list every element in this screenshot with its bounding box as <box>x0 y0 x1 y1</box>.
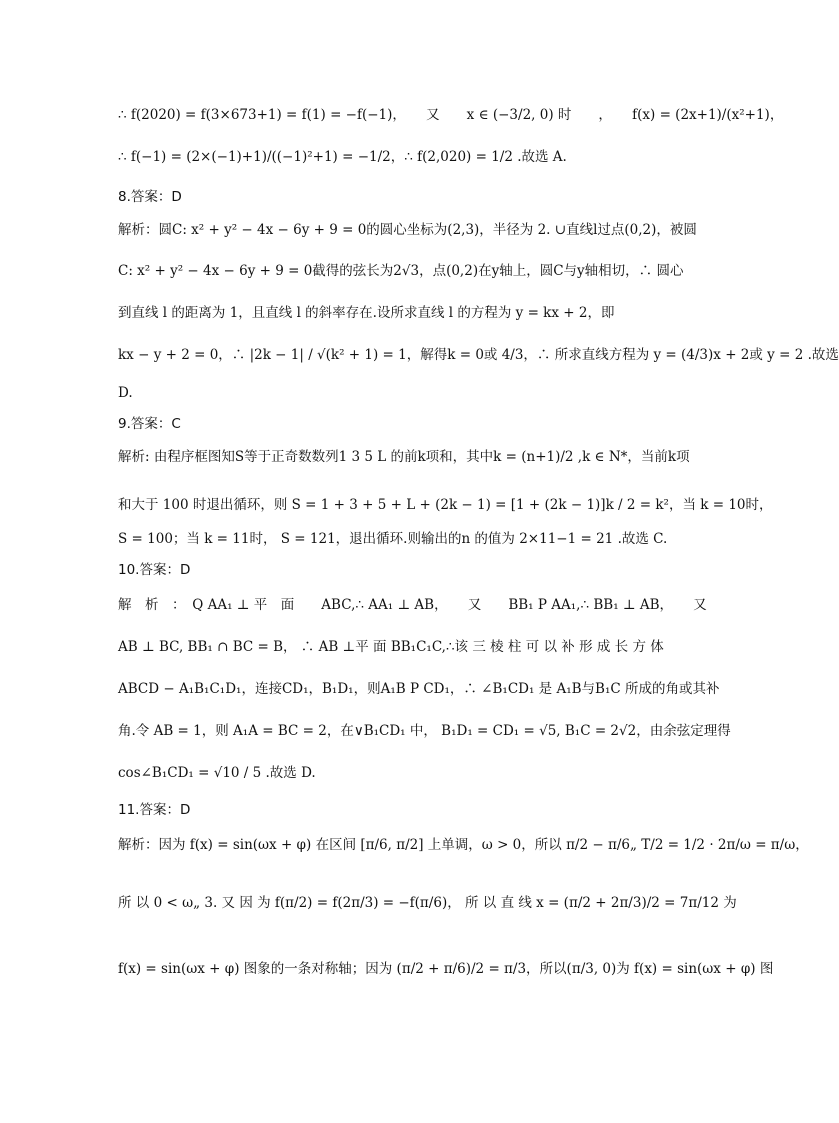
q9-line-2: 和大于 100 时退出循环，则 S = 1 + 3 + 5 + L + (2k − 1) = [1 + (2k − 1)]k / 2 = k²，当 k = 10时， <box>118 497 773 513</box>
q8-line-1: 解析：圆C: x² + y² − 4x − 6y + 9 = 0的圆心坐标为(2,3)，半径为 2. ∪直线l过点(0,2)，被圆 <box>118 222 697 238</box>
q8-answer: 8.答案：D <box>118 189 182 205</box>
q11-line-1: 解析：因为 f(x) = sin(ωx + φ) 在区间 [π/6, π/2] 上单调，ω > 0，所以 π/2 − π/6„ T/2 = 1/2 · 2π/ω = π/ω， <box>118 837 809 853</box>
q10-line-2: AB ⊥ BC, BB₁ ∩ BC = B， ∴ AB ⊥平 面 BB₁C₁C,∴该 三 棱 柱 可 以 补 形 成 长 方 体 <box>118 639 664 655</box>
q10-answer: 10.答案：D <box>118 562 191 578</box>
q11-line-2: 所 以 0 < ω„ 3. 又 因 为 f(π/2) = f(2π/3) = −f(π/6)， 所 以 直 线 x = (π/2 + 2π/3)/2 = 7π/12 为 <box>118 895 737 911</box>
q10-line-4: 角.令 AB = 1，则 A₁A = BC = 2，在∨B₁CD₁ 中， B₁D₁ = CD₁ = √5, B₁C = 2√2，由余弦定理得 <box>118 723 731 739</box>
q11-line-3: f(x) = sin(ωx + φ) 图象的一条对称轴；因为 (π/2 + π/6)/2 = π/3，所以(π/3, 0)为 f(x) = sin(ωx + φ) 图 <box>118 961 774 977</box>
q7-line-1: ∴ f(2020) = f(3×673+1) = f(1) = −f(−1)， 又 x ∈ (−3/2, 0) 时 ， f(x) = (2x+1)/(x²+1)， <box>118 107 784 123</box>
q7-line-2: ∴ f(−1) = (2×(−1)+1)/((−1)²+1) = −1/2，∴ f(2,020) = 1/2 .故选 A. <box>118 149 567 165</box>
q9-line-3: S = 100；当 k = 11时， S = 121，退出循环.则输出的n 的值为 2×11−1 = 21 .故选 C. <box>118 531 668 547</box>
q10-line-1: 解 析 ： Q AA₁ ⊥ 平 面 ABC,∴ AA₁ ⊥ AB， 又 BB₁ P AA₁,∴ BB₁ ⊥ AB， 又 <box>118 597 707 613</box>
q11-answer: 11.答案：D <box>118 802 191 818</box>
q8-line-3: 到直线 l 的距离为 1，且直线 l 的斜率存在.设所求直线 l 的方程为 y = kx + 2，即 <box>118 305 615 321</box>
q8-line-4: kx − y + 2 = 0，∴ |2k − 1| / √(k² + 1) = 1，解得k = 0或 4/3，∴ 所求直线方程为 y = (4/3)x + 2或 y = 2 .故选 <box>118 347 839 363</box>
q10-line-5: cos∠B₁CD₁ = √10 / 5 .故选 D. <box>118 765 316 781</box>
q8-line-2: C: x² + y² − 4x − 6y + 9 = 0截得的弦长为2√3，点(0,2)在y轴上，圆C与y轴相切，∴ 圆心 <box>118 263 684 279</box>
q9-answer: 9.答案：C <box>118 416 181 432</box>
q9-line-1: 解析: 由程序框图知S等于正奇数数列1 3 5 L 的前k项和，其中k = (n+1)/2 ,k ∈ N*，当前k项 <box>118 449 690 465</box>
q10-line-3: ABCD − A₁B₁C₁D₁，连接CD₁，B₁D₁，则A₁B P CD₁，∴ ∠B₁CD₁ 是 A₁B与B₁C 所成的角或其补 <box>118 681 720 697</box>
q8-line-5: D. <box>118 385 133 401</box>
